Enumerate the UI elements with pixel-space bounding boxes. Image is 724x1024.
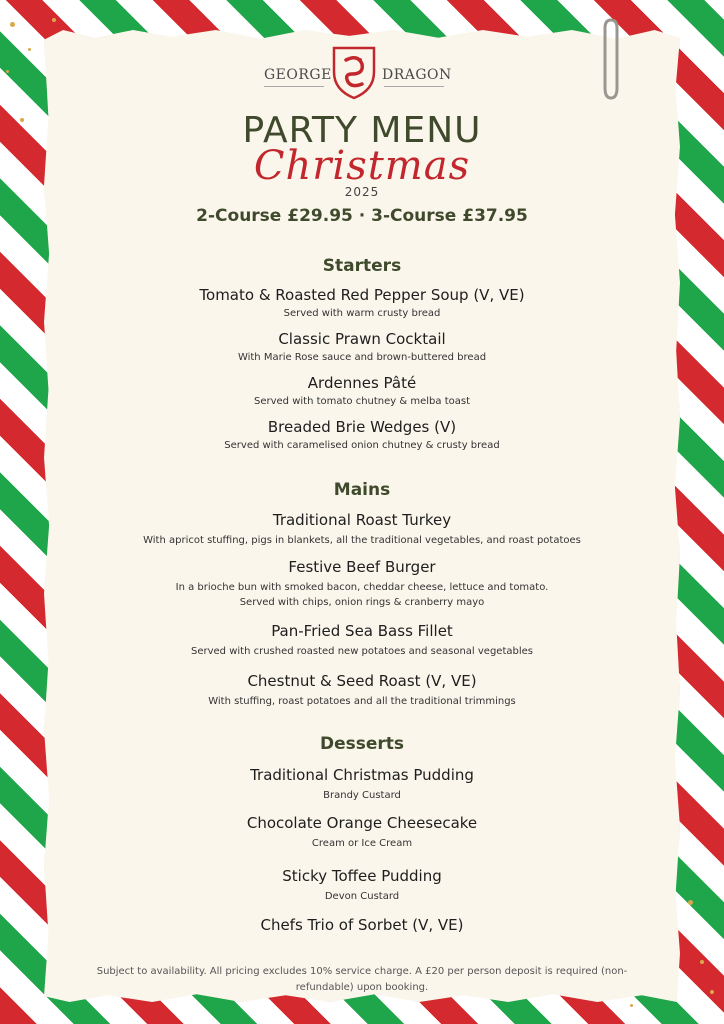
dish-desc: Brandy Custard	[323, 790, 401, 801]
dish-name: Festive Beef Burger	[288, 558, 436, 576]
dish-name: Traditional Roast Turkey	[272, 511, 452, 529]
pricing-line: 2-Course £29.95 · 3-Course £37.95	[196, 206, 528, 226]
dish-name: Sticky Toffee Pudding	[282, 867, 442, 885]
dish-desc: Cream or Ice Cream	[311, 838, 413, 849]
dish-desc: Served with tomato chutney & melba toast	[253, 396, 470, 407]
dish-desc: With apricot stuffing, pigs in blankets, all the traditional vegetables, and roast potatoes	[143, 535, 581, 546]
dish-desc: Served with caramelised onion chutney & crusty bread	[224, 440, 500, 451]
section-title-starters: Starters	[322, 256, 402, 276]
dish-name: Breaded Brie Wedges (V)	[267, 418, 457, 436]
footer-line-1: Subject to availability. All pricing excludes 10% service charge. A £20 per person deposit is required (non-	[96, 966, 628, 977]
dish-desc: Served with warm crusty bread	[283, 308, 441, 319]
dish-name: Traditional Christmas Pudding	[250, 766, 474, 784]
dragon-crest-icon	[328, 44, 380, 100]
dish-desc: In a brioche bun with smoked bacon, cheddar cheese, lettuce and tomato.	[175, 582, 549, 593]
dish-name: Chocolate Orange Cheesecake	[246, 814, 478, 832]
logo-name-left: GEORGE	[264, 67, 332, 83]
dish-desc: Served with chips, onion rings & cranberry mayo	[239, 597, 485, 608]
logo-rule-left	[264, 86, 324, 87]
dish-name: Chestnut & Seed Roast (V, VE)	[247, 672, 477, 690]
page-title: PARTY MENU	[242, 110, 482, 151]
paperclip-icon	[598, 18, 624, 104]
dish-desc: Served with crushed roasted new potatoes and seasonal vegetables	[190, 646, 533, 657]
section-title-mains: Mains	[333, 480, 391, 500]
brand-logo	[264, 44, 452, 100]
dish-name: Chefs Trio of Sorbet (V, VE)	[260, 916, 464, 934]
section-title-desserts: Desserts	[319, 734, 405, 754]
script-title: Christmas	[253, 143, 471, 189]
footer-line-2: refundable) upon booking.	[295, 982, 429, 993]
dish-desc: Devon Custard	[324, 891, 400, 902]
dish-desc: With Marie Rose sauce and brown-buttered bread	[237, 352, 487, 363]
logo-rule-right	[384, 86, 444, 87]
dish-name: Tomato & Roasted Red Pepper Soup (V, VE)	[199, 286, 525, 304]
footer-note	[94, 964, 630, 996]
year-label: 2025	[344, 185, 380, 199]
dish-name: Classic Prawn Cocktail	[278, 330, 446, 348]
dish-name: Ardennes Pâté	[307, 374, 417, 392]
logo-name-right: DRAGON	[382, 67, 452, 83]
dish-desc: With stuffing, roast potatoes and all the traditional trimmings	[208, 696, 516, 707]
dish-name: Pan-Fried Sea Bass Fillet	[271, 622, 453, 640]
